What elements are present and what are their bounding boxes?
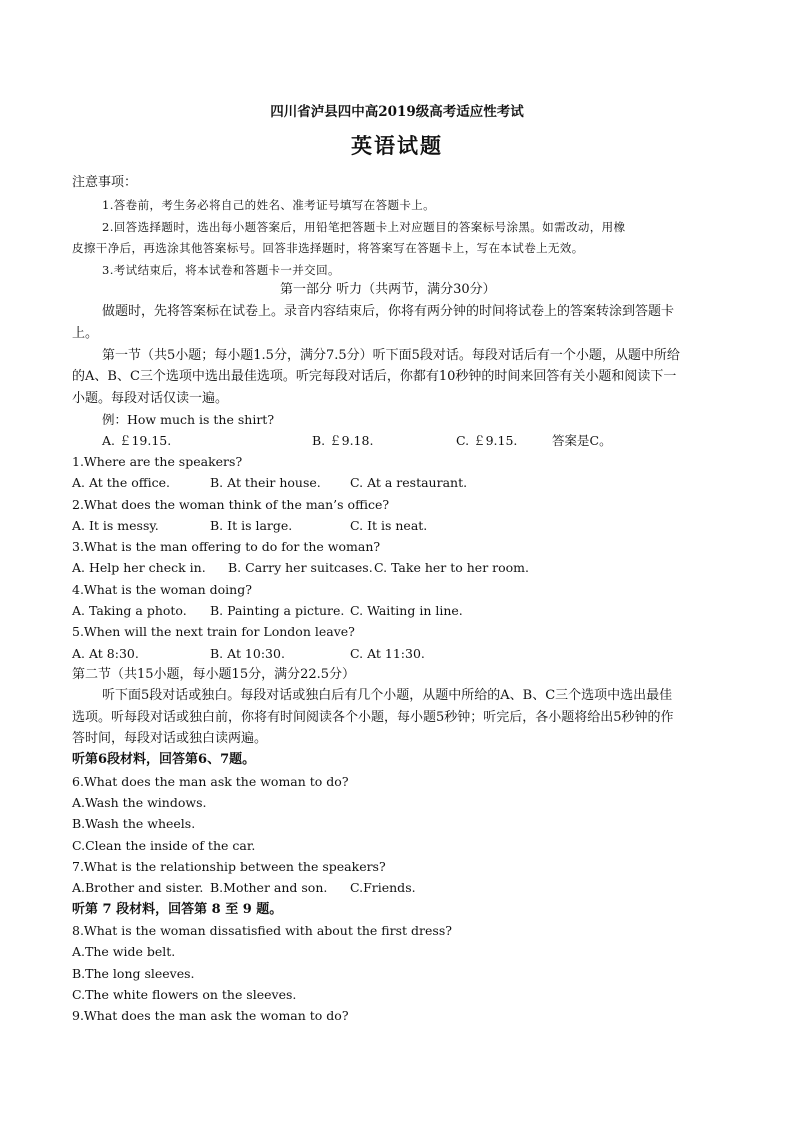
example-option-a: A. ￡19.15. bbox=[102, 433, 172, 448]
section2-line-2: 选项。听每段对话或独白前，你将有时间阅读各个小题，每小题5秒钟；听完后，各小题将给出5秒钟的作 bbox=[72, 710, 674, 725]
question-7: 7.What is the relationship between the speakers? bbox=[72, 859, 386, 874]
question-1-option-c: C. At a restaurant. bbox=[350, 475, 468, 490]
section2-heading: 第二节（共15小题，每小题15分，满分22.5分） bbox=[72, 667, 356, 682]
notice-heading: 注意事项： bbox=[72, 175, 138, 190]
group6-heading: 听第6段材料，回答第6、7题。 bbox=[72, 752, 256, 767]
question-4-option-c: C. Waiting in line. bbox=[350, 603, 463, 618]
question-8-option-a: A.The wide belt. bbox=[72, 944, 176, 959]
question-5: 5.When will the next train for London leave? bbox=[72, 624, 355, 639]
question-4-option-b: B. Painting a picture. bbox=[210, 603, 345, 618]
question-1-option-a: A. At the office. bbox=[72, 475, 170, 490]
example-answer: 答案是C。 bbox=[552, 433, 612, 448]
question-8-option-b: B.The long sleeves. bbox=[72, 966, 195, 981]
example-question: 例：How much is the shirt? bbox=[102, 412, 275, 427]
notice-item-2-line-1: 2.回答选择题时，选出每小题答案后，用铅笔把答题卡上对应题目的答案标号涂黑。如需改动，用橡 bbox=[102, 220, 626, 234]
question-7-option-b: B.Mother and son. bbox=[210, 880, 328, 895]
section2-line-3: 答时间，每段对话或独白读两遍。 bbox=[72, 731, 268, 746]
question-2: 2.What does the woman think of the man’s office? bbox=[72, 497, 390, 512]
section1-line-2: 的A、B、C三个选项中选出最佳选项。听完每段对话后，你都有10秒钟的时间来回答有关小题和阅读下一 bbox=[72, 369, 677, 384]
section1-line-1: 第一节（共5小题；每小题1.5分，满分7.5分）听下面5段对话。每段对话后有一个小题，从题中所给 bbox=[102, 348, 680, 363]
notice-item-1: 1.答卷前，考生务必将自己的姓名、准考证号填写在答题卡上。 bbox=[102, 198, 436, 212]
question-3-option-c: C. Take her to her room. bbox=[374, 560, 529, 575]
question-1: 1.Where are the speakers? bbox=[72, 454, 243, 469]
question-6-option-a: A.Wash the windows. bbox=[72, 795, 207, 810]
question-7-option-c: C.Friends. bbox=[350, 880, 416, 895]
question-6-option-c: C.Clean the inside of the car. bbox=[72, 838, 256, 853]
question-7-option-a: A.Brother and sister. bbox=[72, 880, 204, 895]
question-3: 3.What is the man offering to do for the woman? bbox=[72, 539, 381, 554]
notice-item-2-line-2: 皮擦干净后，再选涂其他答案标号。回答非选择题时，将答案写在答题卡上，写在本试卷上无效。 bbox=[72, 241, 584, 255]
question-6-option-b: B.Wash the wheels. bbox=[72, 816, 196, 831]
part1-heading: 第一部分 听力（共两节，满分30分） bbox=[280, 282, 496, 297]
group7-heading: 听第 7 段材料，回答第 8 至 9 题。 bbox=[72, 902, 283, 917]
question-4: 4.What is the woman doing? bbox=[72, 582, 252, 597]
question-9: 9.What does the man ask the woman to do? bbox=[72, 1008, 349, 1023]
section2-line-1: 听下面5段对话或独白。每段对话或独白后有几个小题，从题中所给的A、B、C三个选项中选出最佳 bbox=[102, 688, 673, 703]
notice-item-3: 3.考试结束后，将本试卷和答题卡一并交回。 bbox=[102, 263, 340, 277]
question-3-option-a: A. Help her check in. bbox=[72, 560, 206, 575]
question-8-option-c: C.The white flowers on the sleeves. bbox=[72, 987, 297, 1002]
question-5-option-c: C. At 11:30. bbox=[350, 646, 425, 661]
question-5-option-b: B. At 10:30. bbox=[210, 646, 285, 661]
question-3-option-b: B. Carry her suitcases. bbox=[228, 560, 373, 575]
question-2-option-a: A. It is messy. bbox=[72, 518, 159, 533]
question-6: 6.What does the man ask the woman to do? bbox=[72, 774, 349, 789]
question-8: 8.What is the woman dissatisfied with about the first dress? bbox=[72, 923, 452, 938]
example-option-b: B. ￡9.18. bbox=[312, 433, 374, 448]
example-option-c: C. ￡9.15. bbox=[456, 433, 518, 448]
exam-title: 四川省泸县四中高2019级高考适应性考试 bbox=[270, 104, 524, 120]
question-4-option-a: A. Taking a photo. bbox=[72, 603, 187, 618]
part1-intro-line-1: 做题时，先将答案标在试卷上。录音内容结束后，你将有两分钟的时间将试卷上的答案转涂到答题卡 bbox=[102, 304, 675, 319]
section1-line-3: 小题。每段对话仅读一遍。 bbox=[72, 391, 229, 406]
question-2-option-c: C. It is neat. bbox=[350, 518, 428, 533]
part1-intro-line-2: 上。 bbox=[72, 326, 99, 341]
question-5-option-a: A. At 8:30. bbox=[72, 646, 139, 661]
question-1-option-b: B. At their house. bbox=[210, 475, 321, 490]
question-2-option-b: B. It is large. bbox=[210, 518, 293, 533]
subject-title: 英语试题 bbox=[351, 133, 443, 158]
